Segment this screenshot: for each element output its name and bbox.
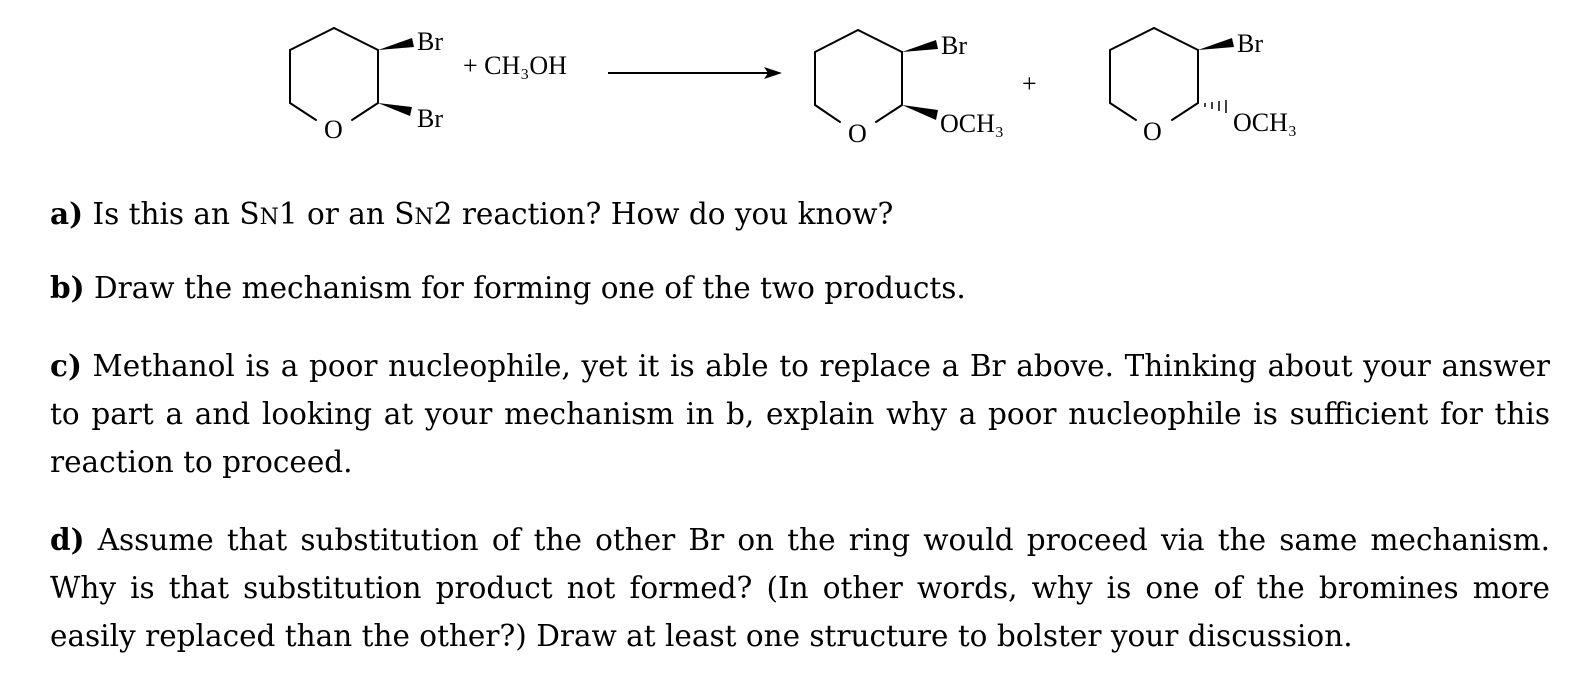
- product2-ring-oxygen: O: [1143, 117, 1162, 146]
- question-a-label: a): [50, 196, 84, 231]
- product1-wedge-bottom: [902, 105, 938, 120]
- question-a-sub-1: N: [259, 205, 279, 230]
- question-d: [50, 516, 1550, 660]
- question-c-text: Methanol is a poor nucleophile, yet it is able to replace a Br above. Thinking about your answer to part a and looking at your mechanism in b, explain why a poor nucleophile is sufficient for this reaction to proceed.: [50, 349, 1550, 479]
- reactant-wedge-bottom: [378, 103, 412, 116]
- question-c: [50, 342, 1550, 486]
- question-a-text-3: 2 reaction? How do you know?: [433, 197, 894, 231]
- reaction-scheme: [0, 0, 1582, 175]
- product2-br: Br: [1237, 29, 1263, 58]
- product1-ring-oxygen: O: [848, 119, 867, 148]
- product1-och3: OCH₃: [940, 109, 1004, 138]
- reactant-ring-oxygen: O: [324, 115, 343, 144]
- question-c-label: c): [50, 348, 82, 383]
- reactant-wedge-top: [378, 38, 414, 50]
- product1-wedge-top: [902, 40, 938, 52]
- question-b: [50, 264, 1550, 312]
- question-a-text-2: 1 or an S: [278, 197, 415, 231]
- product2-wedge-top: [1198, 38, 1234, 50]
- question-a-sub-2: N: [414, 205, 434, 230]
- question-b-text: Draw the mechanism for forming one of the two products.: [84, 271, 966, 305]
- reactant-br-top: Br: [417, 27, 443, 56]
- product1-ring: [815, 30, 938, 122]
- question-a: [50, 190, 1550, 242]
- product2-hash-bond: [1205, 100, 1226, 113]
- reagent-methanol: + CH₃OH: [463, 51, 567, 80]
- reactant-ring: [290, 28, 414, 120]
- product2-ring: [1110, 28, 1234, 120]
- product2-och3: OCH₃: [1233, 108, 1297, 137]
- question-d-text: Assume that substitution of the other Br on the ring would proceed via the same mechanism. Why is that substitution product not formed? (In other words, why is one of the bromines more easily replaced than the other?) Draw at least one structure to bolster your discussion.: [50, 523, 1550, 653]
- product1-br: Br: [941, 31, 967, 60]
- reaction-arrow: [608, 67, 782, 79]
- question-d-label: d): [50, 522, 85, 557]
- reactant-br-bottom: Br: [417, 104, 443, 133]
- question-b-label: b): [50, 270, 85, 305]
- question-a-text-1: Is this an S: [83, 197, 260, 231]
- products-plus: +: [1022, 69, 1037, 98]
